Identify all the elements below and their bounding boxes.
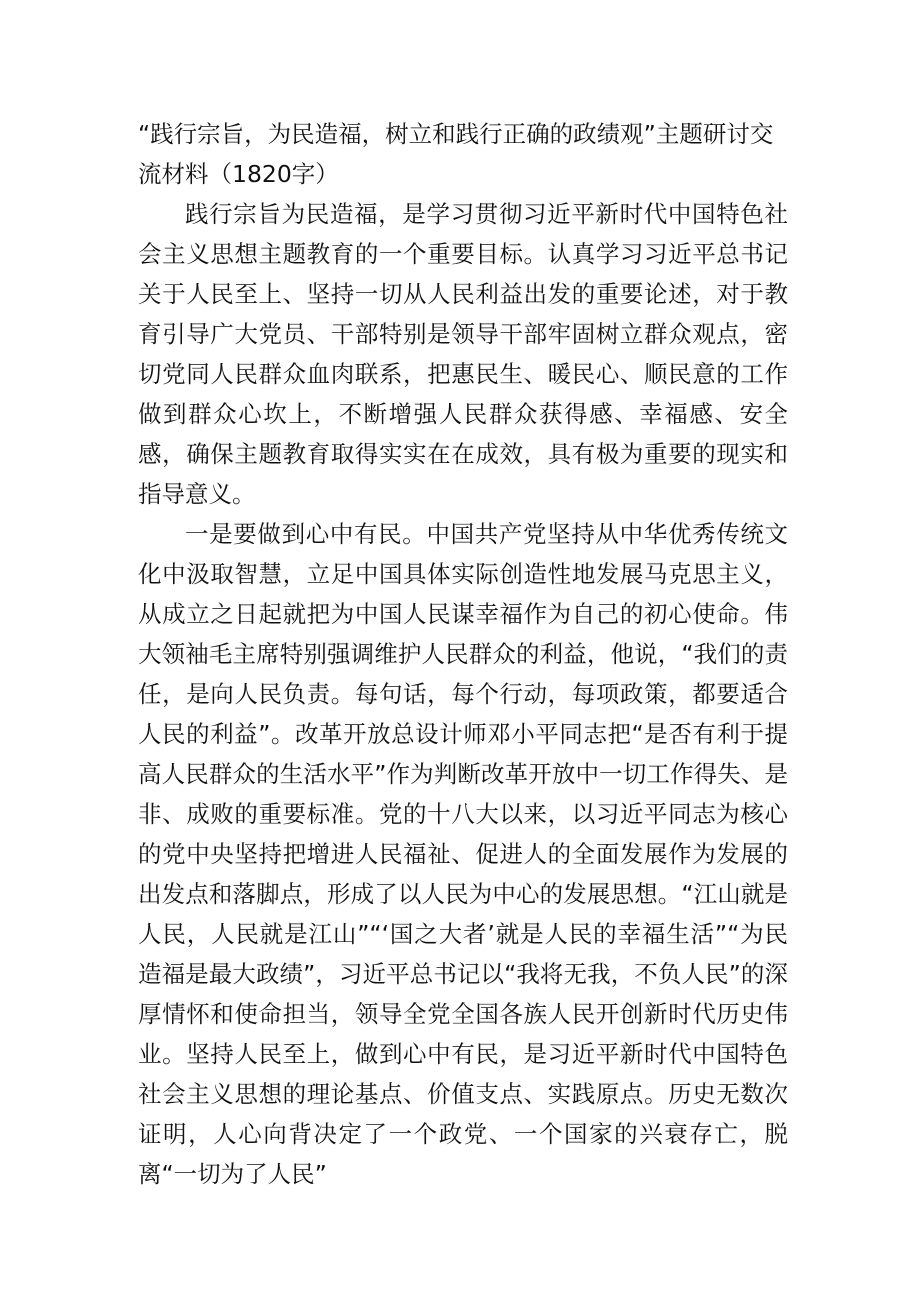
document-title: “践行宗旨，为民造福，树立和践行正确的政绩观”主题研讨交流材料（1820字） [138, 120, 774, 188]
paragraph-point-one: 一是要做到心中有民。中国共产党坚持从中华优秀传统文化中汲取智慧，立足中国具体实际创造性地发展马克思主义，从成立之日起就把为中国人民谋幸福作为自己的初心使命。伟大领袖毛主席特别强调维护人民群众的利益，他说，“我们的责任，是向人民负责。每句话，每个行动，每项政策，都要适合人民的利益”。改革开放总设计师邓小平同志把“是否有利于提高人民群众的生活水平”作为判断改革开放中一切工作得失、是非、成败的重要标准。党的十八大以来，以习近平同志为核心的党中央坚持把增进人民福祉、促进人的全面发展作为发展的出发点和落脚点，形成了以人民为中心的发展思想。“江山就是人民，人民就是江山”“‘国之大者’就是人民的幸福生活”“为民造福是最大政绩”，习近平总书记以“我将无我，不负人民”的深厚情怀和使命担当，领导全党全国各族人民开创新时代历史伟业。坚持人民至上，做到心中有民，是习近平新时代中国特色社会主义思想的理论基点、价值支点、实践原点。历史无数次证明，人心向背决定了一个政党、一个国家的兴衰存亡，脱离“一切为了人民” [138, 520, 788, 1188]
paragraph-intro: 践行宗旨为民造福，是学习贯彻习近平新时代中国特色社会主义思想主题教育的一个重要目标。认真学习习近平总书记关于人民至上、坚持一切从人民利益出发的重要论述，对于教育引导广大党员、干部特别是领导干部牢固树立群众观点，密切党同人民群众血肉联系，把惠民生、暖民心、顺民意的工作做到群众心坎上，不断增强人民群众获得感、幸福感、安全感，确保主题教育取得实实在在成效，具有极为重要的现实和指导意义。 [138, 200, 788, 508]
document-body [138, 114, 788, 1194]
